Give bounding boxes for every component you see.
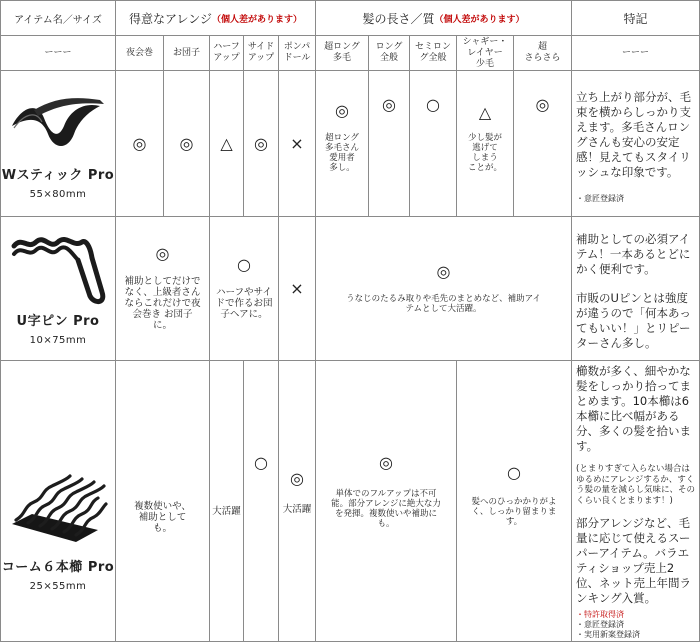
header-arrange-label: 得意なアレンジ xyxy=(129,11,212,26)
mark-note: 単体でのフルアップは不可能。部分アレンジに絶大な力を発揮。複数使いや補助にも。 xyxy=(331,489,441,529)
mark-cell xyxy=(116,71,164,217)
comb-6-teeth-icon xyxy=(6,472,110,548)
mark-note: 複数使いや、補助としても。 xyxy=(134,501,191,534)
utility-badge: ・実用新案登録済 xyxy=(576,630,640,639)
mark-symbol: ○ xyxy=(254,453,268,472)
features-text: 市販のUピンとは強度が違うので「何本あってもいい！」とリピーターさん多し。 xyxy=(576,291,691,350)
mark-cell xyxy=(369,71,410,217)
mark-cell xyxy=(457,71,514,217)
mark-cell-merged xyxy=(457,361,572,642)
mark-cell xyxy=(279,217,316,361)
mark-symbol: ◎ xyxy=(254,133,268,153)
subheader-col-label: ハーフ アップ xyxy=(213,42,240,63)
header-features-label: 特記 xyxy=(623,11,648,26)
subheader-col-7 xyxy=(410,36,457,71)
product-size: 55×80mm xyxy=(29,188,87,200)
mark-symbol: ◎ xyxy=(535,95,550,114)
subheader-col-label: 夜会巻 xyxy=(125,47,153,58)
product-name: U字ピン Pro xyxy=(16,313,100,329)
mark-note: 大活躍 xyxy=(282,504,312,515)
header-item-name-label: アイテム名／サイズ xyxy=(14,14,102,26)
subheader-item-label: ーーー xyxy=(44,47,72,58)
mark-symbol: ◎ xyxy=(155,244,170,263)
header-item-name xyxy=(0,0,116,36)
mark-cell xyxy=(210,361,244,642)
subheader-col-label: 超 さらさら xyxy=(524,42,561,63)
mark-note: 超ロング 多毛さん 愛用者 多し。 xyxy=(324,133,359,173)
header-hair xyxy=(316,0,572,36)
mark-symbol: × xyxy=(290,133,304,153)
features-text: 櫛数が多く、細やかな髪をしっかり拾ってまとめます。10本櫛は6本櫛に比べ幅がある分、多くの髪を拾います。 xyxy=(576,364,691,453)
mark-note: 少し髪が 逃げて しまう ことが。 xyxy=(467,133,502,173)
subheader-col-label: お団子 xyxy=(172,47,200,58)
subheader-col-3 xyxy=(244,36,279,71)
features-text: 補助としての必須アイテム！一本あるとどにかく便利です。 xyxy=(576,232,691,276)
mark-note: ハーフやサイドで作るお団子ヘアに。 xyxy=(215,287,273,320)
mark-note: うなじのたるみ取りや毛先のまとめなど、補助アイテムとして大活躍。 xyxy=(346,293,541,314)
mark-symbol: ◎ xyxy=(179,133,194,153)
header-arrange xyxy=(116,0,316,36)
subheader-col-label: シャギー・ レイヤー 少毛 xyxy=(462,36,508,69)
subheader-col-label: ロング 全般 xyxy=(375,42,403,63)
features-text: 立ち上がり部分が、毛束を横からしっかり支えます。多毛さんロングさんも安心の安定感！見えてもスタイリッシュな印象です。 xyxy=(576,90,691,179)
subheader-col-6 xyxy=(369,36,410,71)
mark-cell xyxy=(164,71,210,217)
product-size: 25×55mm xyxy=(29,581,87,592)
mark-symbol: ◎ xyxy=(290,469,304,488)
subheader-features xyxy=(572,36,700,71)
w-stick-pin-icon xyxy=(4,88,112,158)
header-features xyxy=(572,0,700,36)
mark-symbol: ○ xyxy=(237,255,251,274)
subheader-col-label: セミロン グ全般 xyxy=(414,42,451,63)
features-cell xyxy=(572,71,700,217)
features-footer: ・意匠登録済 xyxy=(576,194,624,203)
mark-cell xyxy=(514,71,572,217)
features-note: (とまりすぎて入らない場合はゆるめにアレンジするか、すくう髪の量を減らし気味に、そのくらい良くとまります！) xyxy=(576,464,696,506)
mark-symbol: ◎ xyxy=(335,101,349,120)
mark-symbol: △ xyxy=(478,103,492,122)
mark-cell-merged xyxy=(210,217,279,361)
subheader-col-1 xyxy=(164,36,210,71)
features-cell xyxy=(572,217,700,361)
mark-symbol: ◎ xyxy=(379,453,393,472)
subheader-features-label: ーーー xyxy=(621,47,649,58)
subheader-item xyxy=(0,36,116,71)
header-hair-note: （個人差があります） xyxy=(434,14,525,25)
mark-symbol: △ xyxy=(220,133,233,153)
header-hair-label: 髪の長さ／質 xyxy=(362,11,435,26)
features-text: 部分アレンジなど、毛量に応じて使えるスーパーアイテム。バラエティショップ売上2位、ネット売上年間ランキング入賞。 xyxy=(576,516,691,605)
product-name: Wスティック Pro xyxy=(1,167,115,183)
subheader-col-4 xyxy=(279,36,316,71)
mark-cell xyxy=(244,71,279,217)
mark-cell xyxy=(316,71,369,217)
patent-badge: ・特許取得済 xyxy=(576,610,624,619)
subheader-col-label: 超ロング 多毛 xyxy=(324,42,360,63)
mark-cell xyxy=(210,71,244,217)
subheader-col-9 xyxy=(514,36,572,71)
subheader-col-label: サイド アップ xyxy=(247,42,275,63)
mark-note: 髪へのひっかかりがよく、しっかり留まります。 xyxy=(471,497,557,527)
mark-symbol: ◎ xyxy=(436,261,451,281)
header-arrange-note: （個人差があります） xyxy=(211,14,302,25)
product-size: 10×75mm xyxy=(29,334,87,346)
mark-symbol: ○ xyxy=(507,463,521,482)
mark-cell-merged xyxy=(116,217,210,361)
u-pin-icon xyxy=(6,232,110,306)
mark-note: 大活躍 xyxy=(212,506,241,517)
mark-cell-merged xyxy=(316,217,572,361)
subheader-col-8 xyxy=(457,36,514,71)
mark-symbol: ◎ xyxy=(132,133,147,153)
mark-symbol: ◎ xyxy=(382,95,396,114)
mark-cell xyxy=(410,71,457,217)
subheader-col-2 xyxy=(210,36,244,71)
mark-cell-merged xyxy=(116,361,210,642)
mark-cell xyxy=(279,361,316,642)
product-comb xyxy=(0,361,116,642)
subheader-col-5 xyxy=(316,36,369,71)
mark-cell xyxy=(279,71,316,217)
mark-cell xyxy=(244,361,279,642)
product-w-stick xyxy=(0,71,116,217)
mark-symbol: ○ xyxy=(426,95,440,114)
mark-cell-merged xyxy=(316,361,457,642)
product-name: コーム６本櫛 Pro xyxy=(1,560,115,575)
mark-symbol: × xyxy=(290,278,304,298)
subheader-col-0 xyxy=(116,36,164,71)
mark-note: 補助としてだけでなく、上級者さんならこれだけで夜会巻き お団子に。 xyxy=(124,276,201,331)
subheader-col-label: ポンパ ドール xyxy=(283,42,311,63)
design-badge: ・意匠登録済 xyxy=(576,620,624,629)
product-u-pin xyxy=(0,217,116,361)
features-cell xyxy=(572,361,700,642)
